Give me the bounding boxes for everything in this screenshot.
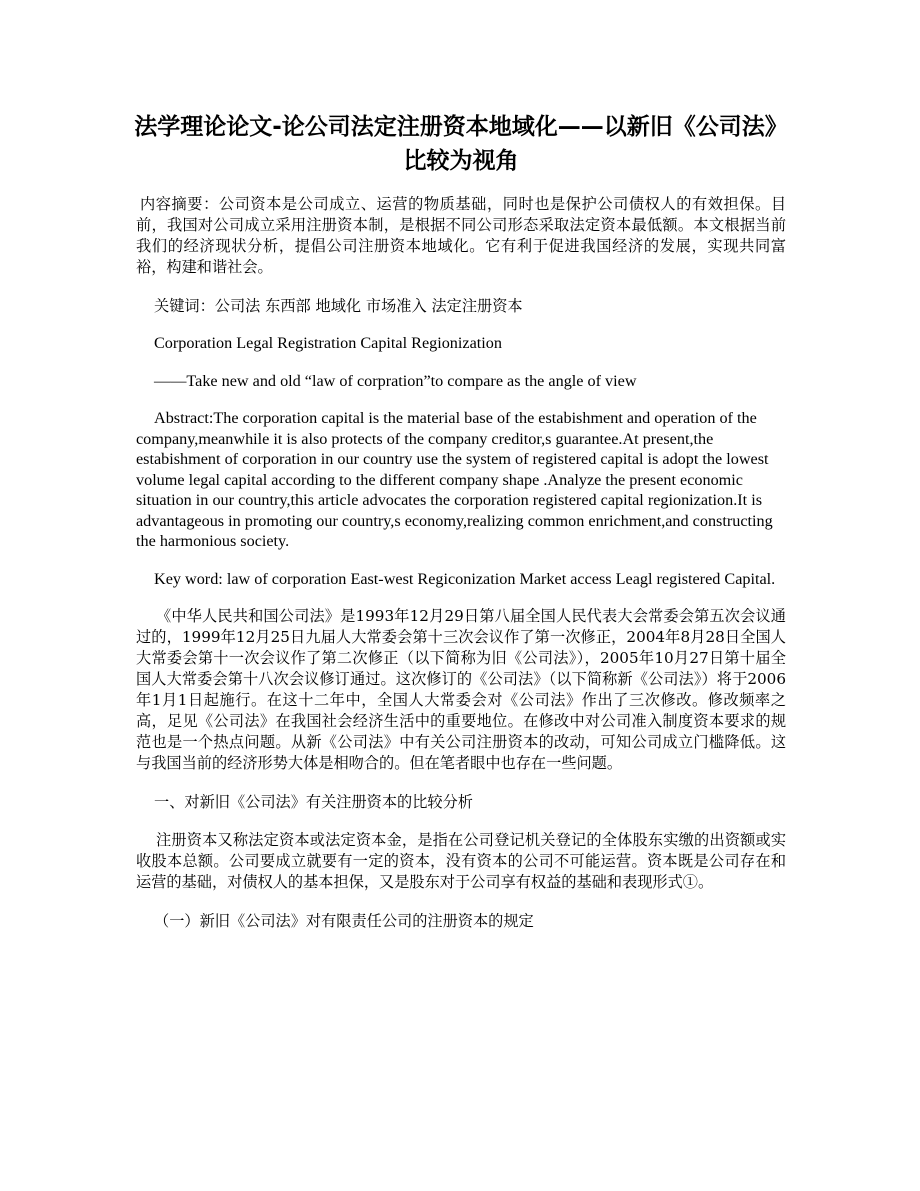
english-title: Corporation Legal Registration Capital Regionization [154,334,502,352]
keywords-chinese: 关键词：公司法 东西部 地域化 市场准入 法定注册资本 [154,297,523,315]
document-title: 法学理论论文-论公司法定注册资本地域化——以新旧《公司法》比较为视角 [134,114,788,174]
section-1-heading: 一、对新旧《公司法》有关注册资本的比较分析 [154,793,473,811]
abstract-chinese: 内容摘要：公司资本是公司成立、运营的物质基础，同时也是保护公司债权人的有效担保。目前，我国对公司成立采用注册资本制，是根据不同公司形态采取法定资本最低额。本文根据当前我们的经济现状分析，提倡公司注册资本地域化。它有利于促进我国经济的发展，实现共同富裕，构建和谐社会。 [136,195,786,276]
abstract-english: Abstract:The corporation capital is the material base of the estabishment and operation of the company,meanwhile it is also protects of the company creditor,s guarantee.At present,the estabishment of corporation in our country use the system of registered capital is adopt the lowest volume legal capital according to the different company shape .Analyze the present economic situation in our country,this article advocates the corporation registered capital regionization.It is advantageous in promoting our country,s economy,realizing common enrichment,and constructing the harmonious society. [136,409,773,550]
intro-paragraph: 《中华人民共和国公司法》是1993年12月29日第八届全国人民代表大会常委会第五次会议通过的，1999年12月25日九届人大常委会第十三次会议作了第一次修正，2004年8月28日全国人大常委会第十一次会议作了第二次修正（以下简称为旧《公司法》），2005年10月27日第十届全国人大常委会第十八次会议修订通过。这次修订的《公司法》（以下简称新《公司法》）将于2006年1月1日起施行。在这十二年中，全国人大常委会对《公司法》作出了三次修改。修改频率之高，足见《公司法》在我国社会经济生活中的重要地位。在修改中对公司准入制度资本要求的规范也是一个热点问题。从新《公司法》中有关公司注册资本的改动，可知公司成立门槛降低。这与我国当前的经济形势大体是相吻合的。但在笔者眼中也存在一些问题。 [136,607,786,772]
section-1-paragraph: 注册资本又称法定资本或法定资本金，是指在公司登记机关登记的全体股东实缴的出资额或实收股本总额。公司要成立就要有一定的资本，没有资本的公司不可能运营。资本既是公司存在和运营的基础，对债权人的基本担保，又是股东对于公司享有权益的基础和表现形式①。 [136,831,786,891]
english-subtitle: ——Take new and old “law of corpration”to compare as the angle of view [154,371,637,390]
keywords-english: Key word: law of corporation East-west Regiconization Market access Leagl registered Capital. [154,569,776,588]
subsection-1-heading: （一）新旧《公司法》对有限责任公司的注册资本的规定 [154,912,534,930]
document-page [136,110,786,932]
